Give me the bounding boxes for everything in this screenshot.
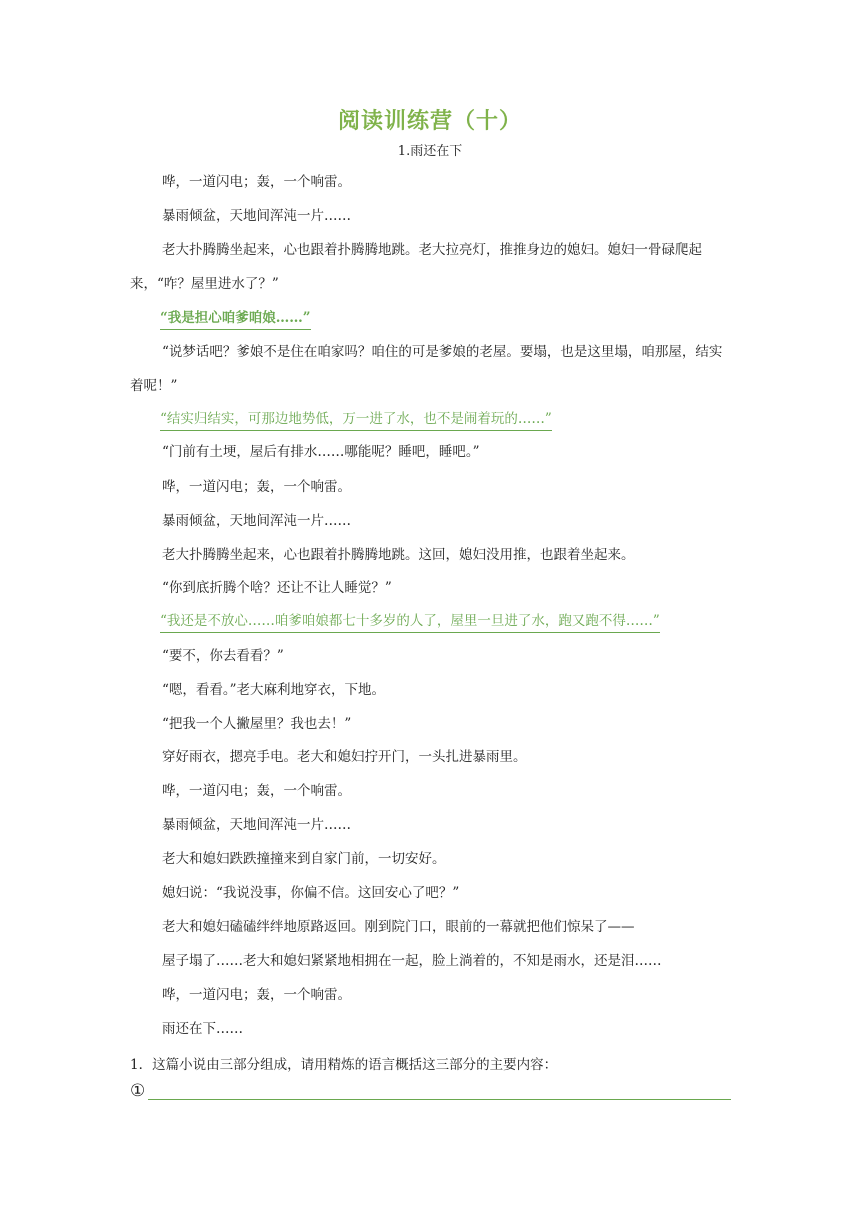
story-title: 1.雨还在下 [397,144,463,159]
page-title: 阅读训练营（十） [337,109,522,134]
paragraph-23: 哗，一道闪电；轰，一个响雷。 [162,987,351,1003]
paragraph-3: 老大扑腾腾坐起来，心也跟着扑腾腾地跳。老大拉亮灯，推推身边的媳妇。媳妇一骨碌爬起来，“咋？屋里进水了？” [130,242,702,292]
paragraph-14: “嗯，看看。”老大麻利地穿衣，下地。 [162,682,386,698]
paragraph-11: “你到底折腾个啥？还让不让人睡觉？” [162,580,392,596]
paragraph-20: 媳妇说：“我说没事，你偏不信。这回安心了吧？” [162,885,460,901]
paragraph-21: 老大和媳妇磕磕绊绊地原路返回。刚到院门口，眼前的一幕就把他们惊呆了—— [162,919,635,935]
answer-text-3: “我还是不放心……咱爹咱娘都七十多岁的人了，屋里一旦进了水，跑又跑不得……” [160,611,660,633]
paragraph-19: 老大和媳妇跌跌撞撞来到自家门前，一切安好。 [162,851,446,867]
answer-text-2: “结实归结实，可那边地势低，万一进了水，也不是闹着玩的……” [160,409,552,431]
paragraph-18: 暴雨倾盆，天地间浑沌一片…… [162,817,351,833]
paragraph-2: 暴雨倾盆，天地间浑沌一片…… [162,208,351,224]
paragraph-16: 穿好雨衣，摁亮手电。老大和媳妇拧开门，一头扎进暴雨里。 [162,749,527,765]
paragraph-8: 哗，一道闪电；轰，一个响雷。 [162,479,351,495]
answer-text-1: “我是担心咱爹咱娘……” [160,308,311,330]
answer-marker: ① [130,1081,146,1101]
answer-blank-line[interactable] [148,1099,731,1100]
paragraph-1: 哗，一道闪电；轰，一个响雷。 [162,174,351,190]
paragraph-9: 暴雨倾盆，天地间浑沌一片…… [162,513,351,529]
paragraph-22: 屋子塌了……老大和媳妇紧紧地相拥在一起，脸上淌着的，不知是雨水，还是泪…… [162,953,662,969]
paragraph-10: 老大扑腾腾坐起来，心也跟着扑腾腾地跳。这回，媳妇没用推，也跟着坐起来。 [162,547,635,563]
paragraph-5: “说梦话吧？爹娘不是住在咱家吗？咱住的可是爹娘的老屋。要塌，也是这里塌，咱那屋，结实着呢！” [130,344,723,394]
paragraph-15: “把我一个人撇屋里？我也去！” [162,716,352,732]
paragraph-13: “要不，你去看看？” [162,648,284,664]
question-1: 1．这篇小说由三部分组成，请用精炼的语言概括这三部分的主要内容： [130,1057,558,1073]
paragraph-17: 哗，一道闪电；轰，一个响雷。 [162,783,351,799]
paragraph-24: 雨还在下…… [162,1021,243,1037]
paragraph-7: “门前有土埂，屋后有排水……哪能呢？睡吧，睡吧。” [162,444,480,460]
